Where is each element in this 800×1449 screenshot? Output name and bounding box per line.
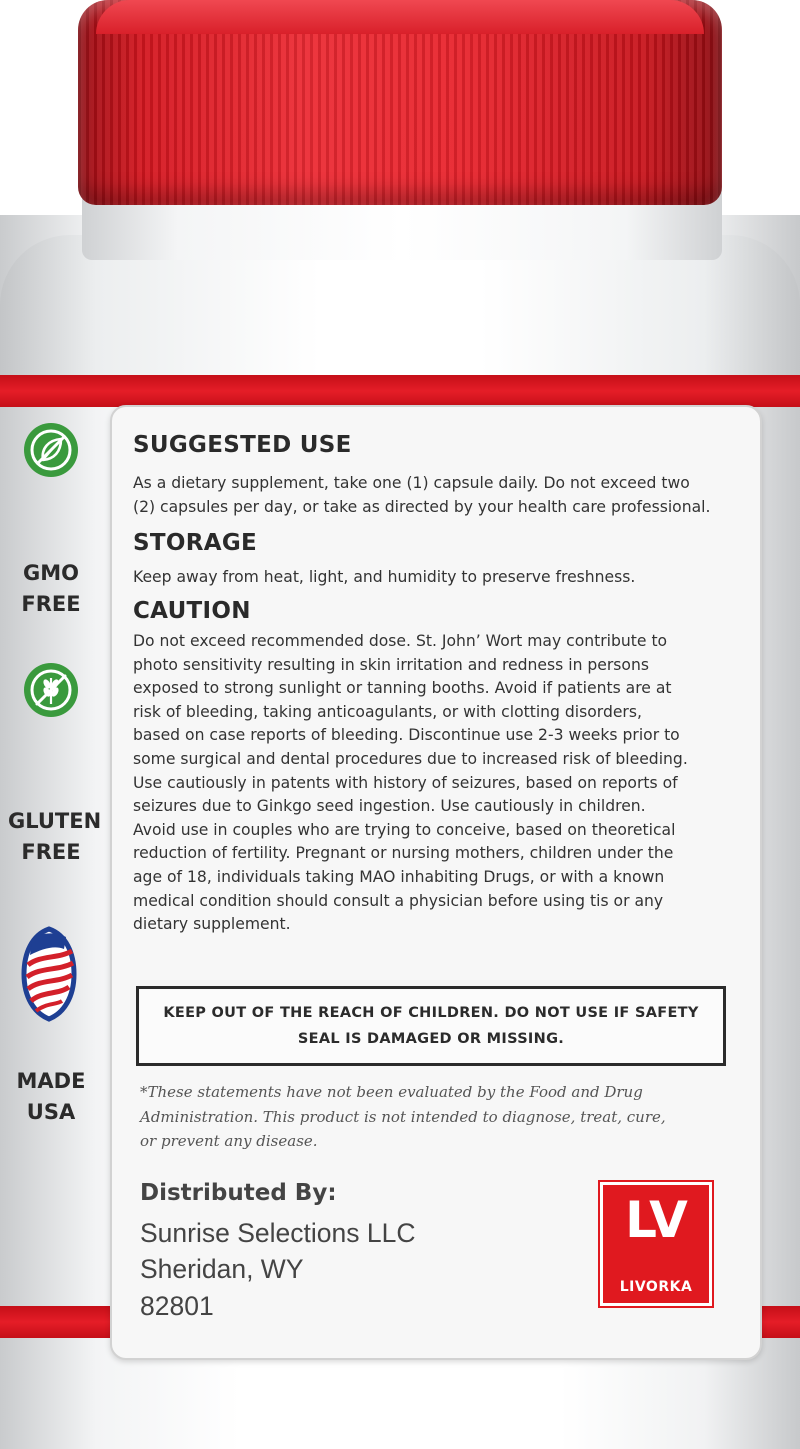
caution-text	[133, 630, 751, 937]
usa-badge-line2: USA	[26, 1100, 76, 1124]
gluten-badge-line1: GLUTEN	[8, 809, 102, 833]
distributor-zip: 82801	[140, 1291, 214, 1321]
bottle-cap-top	[96, 0, 704, 34]
label-red-band-top	[0, 375, 800, 407]
disclaimer-line: Administration. This product is not intended to diagnose, treat, cure,	[140, 1107, 666, 1126]
caution-line: medical condition should consult a physician before using tis or any	[133, 891, 664, 910]
gmo-badge-line2: FREE	[21, 592, 81, 616]
suggested-use-line: (2) capsules per day, or take as directed by your health care professional.	[133, 497, 711, 516]
gmo-badge-line1: GMO	[23, 561, 79, 585]
caution-line: exposed to strong sunlight or tanning booths. Avoid if patients are at	[133, 679, 672, 698]
distributor-heading: Distributed By:	[140, 1180, 337, 1206]
storage-text: Keep away from heat, light, and humidity to preserve freshness.	[133, 568, 636, 586]
warning-line: SEAL IS DAMAGED OR MISSING.	[297, 1031, 565, 1047]
warning-line: KEEP OUT OF THE REACH OF CHILDREN. DO NOT USE IF SAFETY	[163, 1005, 699, 1021]
caution-line: photo sensitivity resulting in skin irritation and redness in persons	[133, 655, 649, 674]
gluten-badge-line2: FREE	[21, 840, 81, 864]
caution-line: risk of bleeding, taking anticoagulants, or with clotting disorders,	[133, 702, 642, 721]
caution-line: reduction of fertility. Pregnant or nursing mothers, children under the	[133, 844, 674, 863]
leaf-crossed-icon	[23, 422, 79, 478]
suggested-use-heading: SUGGESTED USE	[133, 432, 352, 458]
disclaimer-line: or prevent any disease.	[140, 1132, 318, 1150]
caution-line: Do not exceed recommended dose. St. John’ Wort may contribute to	[133, 632, 668, 650]
caution-line: age of 18, individuals taking MAO inhabiting Drugs, or with a known	[133, 867, 665, 886]
caution-heading: CAUTION	[133, 598, 251, 624]
caution-line: Avoid use in couples who are trying to conceive, based on theoretical	[133, 820, 676, 839]
wheat-crossed-icon	[23, 662, 79, 718]
suggested-use-line: As a dietary supplement, take one (1) capsule daily. Do not exceed two	[133, 474, 690, 492]
us-flag-icon	[20, 925, 78, 1023]
child-safety-warning-box	[136, 986, 726, 1066]
distributor-company: Sunrise Selections LLC	[140, 1218, 416, 1248]
caution-line: seizures due to Ginkgo seed ingestion. Use cautiously in children.	[133, 797, 646, 816]
distributor-city: Sheridan, WY	[140, 1254, 304, 1284]
caution-line: based on case reports of bleeding. Discontinue use 2-3 weeks prior to	[133, 726, 680, 745]
storage-heading: STORAGE	[133, 530, 258, 556]
fda-disclaimer	[140, 1080, 740, 1154]
logo-letters: LV	[625, 1191, 687, 1249]
caution-line: dietary supplement.	[133, 915, 291, 934]
disclaimer-line: *These statements have not been evaluated by the Food and Drug	[140, 1083, 643, 1101]
suggested-use-text	[133, 472, 751, 519]
livorka-logo	[600, 1182, 712, 1306]
logo-brand-name: LIVORKA	[619, 1279, 693, 1295]
caution-line: some surgical and dental procedures due to increased risk of bleeding.	[133, 749, 688, 768]
usa-badge-line1: MADE	[16, 1069, 86, 1093]
caution-line: Use cautiously in patents with history of seizures, based on reports of	[133, 773, 678, 792]
